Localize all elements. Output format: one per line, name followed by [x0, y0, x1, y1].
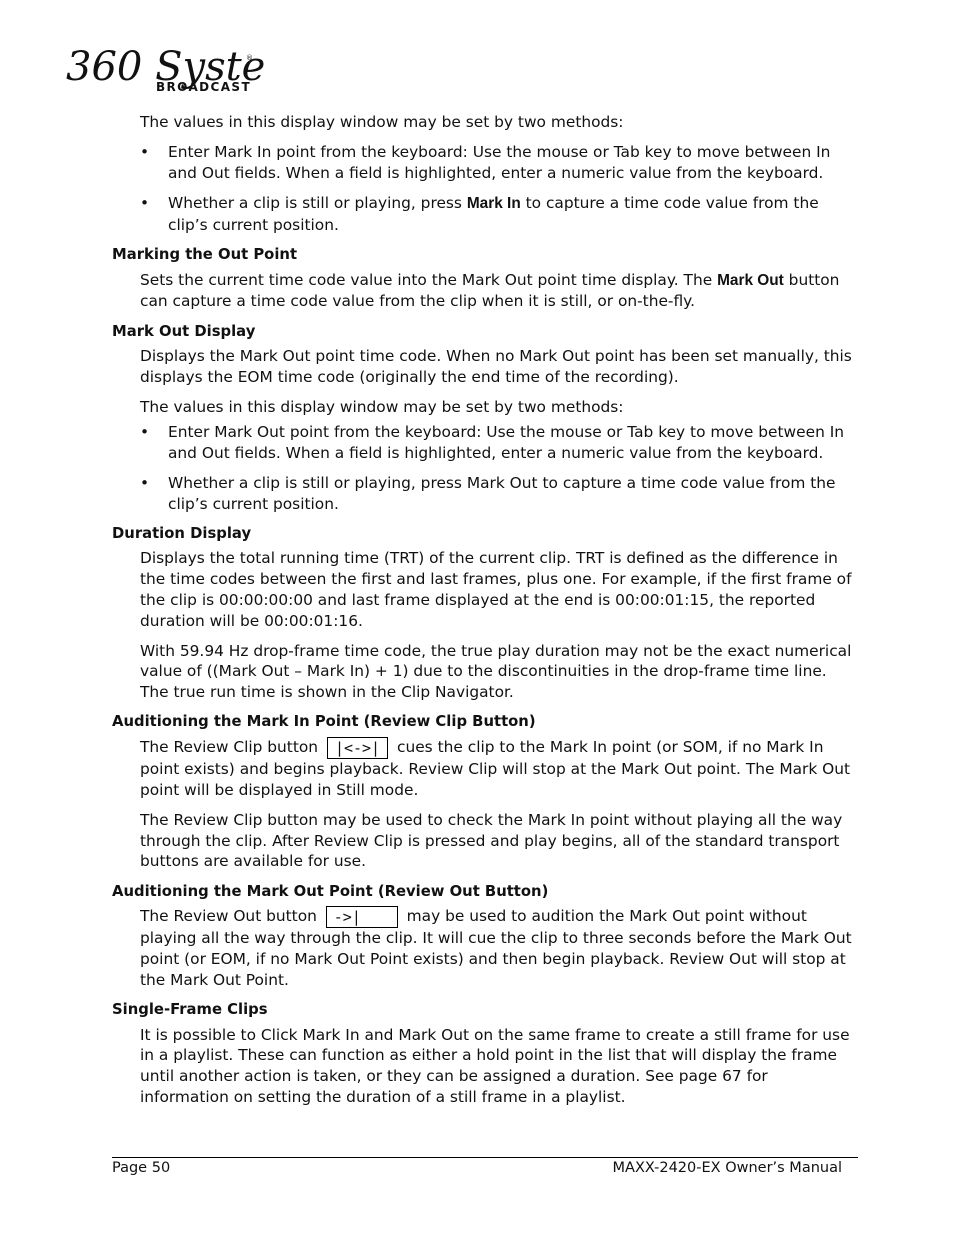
section-heading: Auditioning the Mark In Point (Review Clip Button): [112, 713, 536, 731]
mark-out-methods-list: [140, 422, 858, 514]
text-run: cues the clip to the Mark In point (or SOM, if no Mark In point exists) and begins playback. Review Clip will stop at the Mark Out point. The Mark Out point will be displayed in Still mode.: [140, 738, 851, 799]
keyword-mark-out: Mark Out: [717, 271, 784, 289]
logo-registered-mark: ®: [246, 54, 253, 62]
mark-in-methods-list: [140, 142, 858, 235]
paragraph: The values in this display window may be set by two methods:: [140, 398, 624, 417]
section-heading: Marking the Out Point: [112, 246, 298, 264]
company-logo: [66, 40, 266, 100]
text-run: Sets the current time code value into the Mark Out point time display. The: [140, 270, 718, 289]
intro-paragraph: The values in this display window may be set by two methods:: [140, 113, 624, 131]
paragraph: Displays the total running time (TRT) of the current clip. TRT is defined as the difference in the time codes between the first and last frames, plus one. For example, if the first frame of the clip is 00:00:00:00 and last frame displayed at the end is 00:00:01:15, the reported duration will be 00:00:01:16.: [140, 549, 852, 630]
section-heading: Mark Out Display: [112, 322, 256, 340]
paragraph: Displays the Mark Out point time code. When no Mark Out point has been set manually, this displays the EOM time code (originally the end time of the recording).: [140, 347, 852, 387]
paragraph: With 59.94 Hz drop-frame time code, the true play duration may not be the exact numerical value of ((Mark Out – Mark In) + 1) due to the discontinuities in the drop-frame time line. The true run time is shown in the Clip Navigator.: [140, 641, 852, 702]
keyword-mark-in: Mark In: [466, 195, 521, 213]
footer-divider: [112, 1157, 858, 1158]
logo-wordmark: 360 Syste: [66, 44, 266, 90]
list-item: • Enter Mark Out point from the keyboard: Use the mouse or Tab key to move between In and Out fields. When a field is highlighted, enter a numeric value from the keyboard.: [140, 422, 858, 463]
list-item: • Enter Mark In point from the keyboard: Use the mouse or Tab key to move between In and Out fields. When a field is highlighted, enter a numeric value from the keyboard.: [140, 142, 858, 183]
section-heading: Duration Display: [112, 524, 252, 542]
text-run: button can capture a time code value from the clip when it is still, or on-the-fly.: [140, 270, 840, 311]
paragraph: The Review Clip button may be used to check the Mark In point without playing all the way through the clip. After Review Clip is pressed and play begins, all of the standard transport buttons are available for use.: [140, 810, 843, 871]
logo-subtitle: BROADCAST: [156, 80, 252, 94]
list-item: [140, 193, 858, 235]
text-run: The Review Clip button: [140, 738, 323, 757]
text-run: The Review Out button: [140, 907, 322, 926]
review-out-button[interactable]: ->|: [326, 906, 398, 928]
paragraph: [140, 737, 858, 800]
paragraph: [140, 906, 858, 990]
manual-title: MAXX-2420-EX Owner’s Manual: [612, 1160, 842, 1176]
section-heading: Auditioning the Mark Out Point (Review Out Button): [112, 882, 549, 900]
text-run: Whether a clip is still or playing, press: [168, 194, 467, 213]
text-run: to capture a time code value from the clip’s current position.: [168, 194, 819, 234]
text-run: may be used to audition the Mark Out point without playing all the way through the clip. It will cue the clip to three seconds before the Mark Out point (or EOM, if no Mark Out Point exists) and then begin playback. Review Out will stop at the Mark Out Point.: [140, 907, 852, 989]
list-item: • Whether a clip is still or playing, press Mark Out to capture a time code value from the clip’s current position.: [140, 473, 858, 514]
page-number: Page 50: [112, 1160, 171, 1176]
review-clip-button[interactable]: |<->|: [327, 737, 388, 759]
document-body: [112, 112, 858, 1117]
paragraph: It is possible to Click Mark In and Mark Out on the same frame to create a still frame for use in a playlist. These can function as either a hold point in the list that will display the frame until another action is taken, or they can be assigned a duration. See page 67 for information on setting the duration of a still frame in a playlist.: [140, 1025, 850, 1106]
section-heading: Single-Frame Clips: [112, 1000, 268, 1018]
paragraph: [140, 270, 858, 312]
